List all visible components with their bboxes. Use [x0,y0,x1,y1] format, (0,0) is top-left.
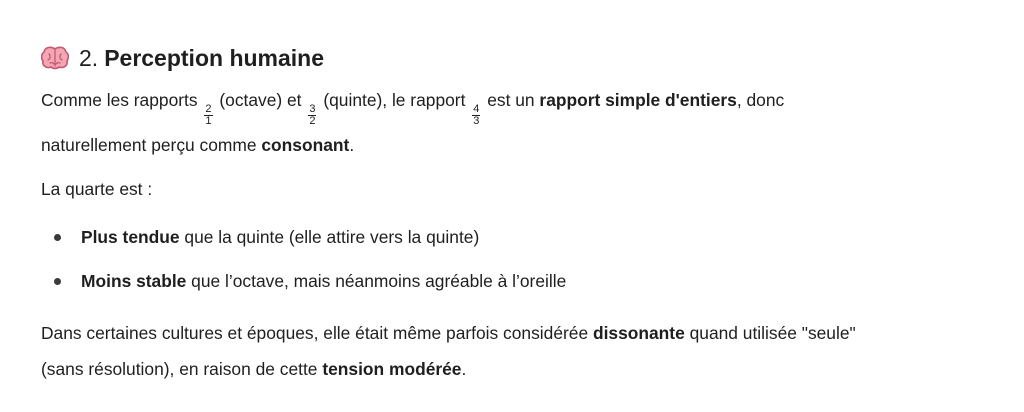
document-body [41,40,1001,387]
paragraph-cultures [41,315,1001,387]
brain-icon [41,46,69,70]
bold-term: Plus tendue [81,227,180,247]
section-title: Perception humaine [104,45,325,71]
paragraph-quarte-intro: La quarte est : [41,179,153,199]
bold-term: tension modérée [322,359,462,379]
text-segment: (octave) et [214,90,307,110]
bullet-dot [54,278,61,285]
text-segment: Dans certaines cultures et époques, elle était même parfois considérée [41,323,593,343]
bold-term: rapport simple d'entiers [539,90,737,110]
fraction-numerator: 2 [205,103,212,115]
bold-term: Moins stable [81,271,187,291]
bold-term: dissonante [592,323,685,343]
text-segment: . [349,135,355,155]
fraction-quarte [472,104,480,127]
text-segment: , donc [736,90,785,110]
text-segment: quand utilisée "seule" [684,323,856,343]
text-segment: Comme les rapports [41,90,203,110]
text-segment: naturellement perçu comme [41,135,262,155]
text-segment: est un [482,90,540,110]
text-segment: . [461,359,467,379]
fraction-octave [204,104,212,127]
bold-term: consonant [261,135,350,155]
list-item [41,259,1001,303]
list-item-text: que la quinte (elle attire vers la quinte) [179,227,480,247]
fraction-quinte [308,104,316,127]
section-number: 2. [79,45,99,71]
fraction-denominator: 1 [205,115,212,127]
fraction-numerator: 3 [309,103,316,115]
fraction-numerator: 4 [473,103,480,115]
bullet-dot [54,234,61,241]
fraction-denominator: 3 [473,115,480,127]
text-segment: (quinte), le rapport [318,90,471,110]
bullet-list [41,215,1001,303]
list-item-text: que l’octave, mais néanmoins agréable à l’oreille [186,271,567,291]
text-segment: (sans résolution), en raison de cette [41,359,323,379]
section-heading [41,40,1001,76]
paragraph-intro [41,82,1001,163]
fraction-denominator: 2 [309,115,316,127]
list-item [41,215,1001,259]
